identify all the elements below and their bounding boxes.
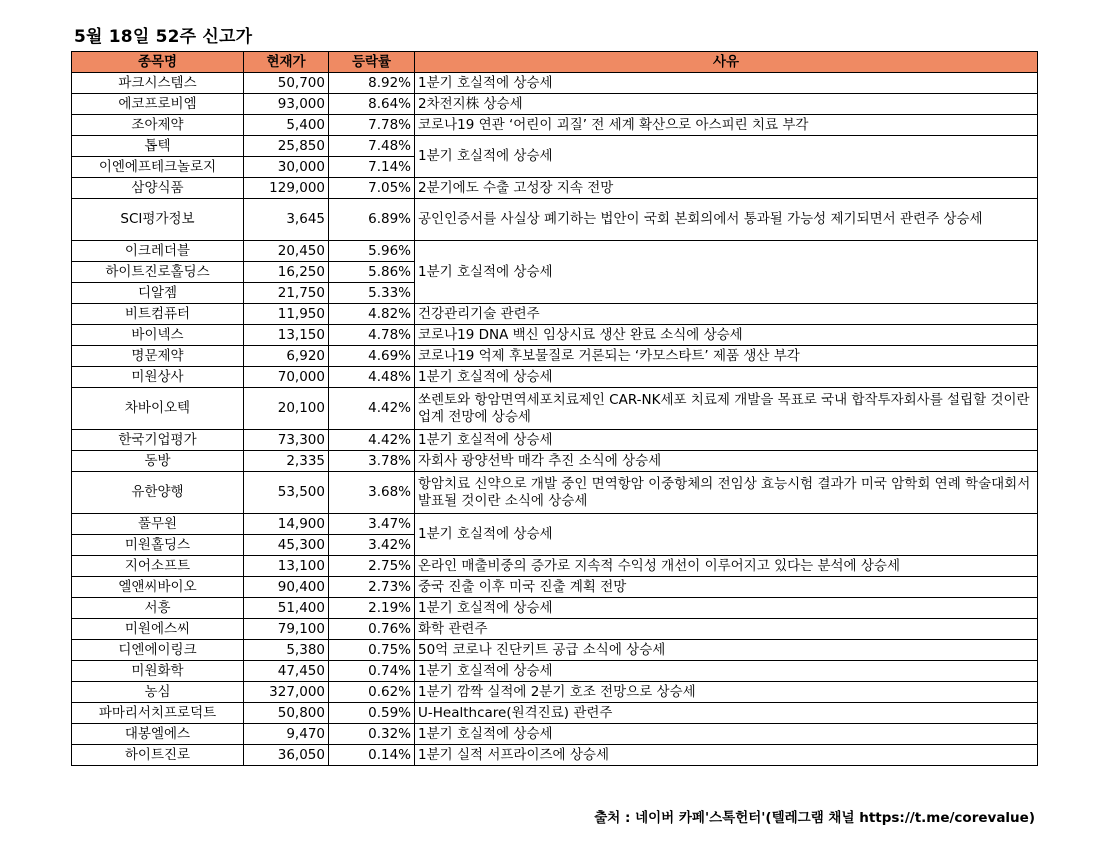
reason-cell: 2차전지株 상승세 bbox=[415, 94, 1038, 115]
stock-name-cell: 하이트진로 bbox=[72, 745, 244, 766]
table-row bbox=[72, 136, 1038, 157]
change-rate-cell: 0.75% bbox=[329, 640, 415, 661]
reason-cell: 1분기 호실적에 상승세 bbox=[415, 661, 1038, 682]
price-cell: 6,920 bbox=[244, 346, 329, 367]
table-row bbox=[72, 640, 1038, 661]
page-title: 5월 18일 52주 신고가 bbox=[74, 27, 253, 47]
table-row bbox=[72, 556, 1038, 577]
reason-cell: 1분기 호실적에 상승세 bbox=[415, 724, 1038, 745]
stock-name-cell: 파크시스템스 bbox=[72, 73, 244, 94]
change-rate-cell: 7.48% bbox=[329, 136, 415, 157]
table-row bbox=[72, 703, 1038, 724]
change-rate-cell: 0.32% bbox=[329, 724, 415, 745]
price-cell: 30,000 bbox=[244, 157, 329, 178]
price-cell: 9,470 bbox=[244, 724, 329, 745]
price-cell: 11,950 bbox=[244, 304, 329, 325]
stock-name-cell: 삼양식품 bbox=[72, 178, 244, 199]
stock-name-cell: 대봉엘에스 bbox=[72, 724, 244, 745]
table-row bbox=[72, 115, 1038, 136]
price-cell: 25,850 bbox=[244, 136, 329, 157]
change-rate-cell: 0.74% bbox=[329, 661, 415, 682]
change-rate-cell: 3.78% bbox=[329, 451, 415, 472]
reason-cell: 1분기 호실적에 상승세 bbox=[415, 136, 1038, 178]
price-cell: 47,450 bbox=[244, 661, 329, 682]
table-row bbox=[72, 325, 1038, 346]
stock-name-cell: 엘앤씨바이오 bbox=[72, 577, 244, 598]
change-rate-cell: 8.92% bbox=[329, 73, 415, 94]
reason-cell: U-Healthcare(원격진료) 관련주 bbox=[415, 703, 1038, 724]
table-row bbox=[72, 577, 1038, 598]
reason-cell: 1분기 호실적에 상승세 bbox=[415, 241, 1038, 304]
price-cell: 50,700 bbox=[244, 73, 329, 94]
change-rate-cell: 8.64% bbox=[329, 94, 415, 115]
stock-name-cell: 농심 bbox=[72, 682, 244, 703]
price-cell: 73,300 bbox=[244, 430, 329, 451]
stock-name-cell: SCI평가정보 bbox=[72, 199, 244, 241]
stock-name-cell: 이엔에프테크놀로지 bbox=[72, 157, 244, 178]
reason-cell: 공인인증서를 사실상 폐기하는 법안이 국회 본회의에서 통과될 가능성 제기되면서 관련주 상승세 bbox=[415, 199, 1038, 241]
change-rate-cell: 3.68% bbox=[329, 472, 415, 514]
reason-cell: 건강관리기술 관련주 bbox=[415, 304, 1038, 325]
table-row bbox=[72, 346, 1038, 367]
price-cell: 20,100 bbox=[244, 388, 329, 430]
stock-name-cell: 에코프로비엠 bbox=[72, 94, 244, 115]
price-cell: 14,900 bbox=[244, 514, 329, 535]
change-rate-cell: 3.47% bbox=[329, 514, 415, 535]
change-rate-cell: 0.14% bbox=[329, 745, 415, 766]
reason-cell: 코로나19 억제 후보물질로 거론되는 ‘카모스타트’ 제품 생산 부각 bbox=[415, 346, 1038, 367]
price-cell: 5,380 bbox=[244, 640, 329, 661]
stock-name-cell: 미원에스씨 bbox=[72, 619, 244, 640]
reason-cell: 코로나19 DNA 백신 임상시료 생산 완료 소식에 상승세 bbox=[415, 325, 1038, 346]
change-rate-cell: 5.86% bbox=[329, 262, 415, 283]
stock-name-cell: 이크레더블 bbox=[72, 241, 244, 262]
reason-cell: 쏘렌토와 항암면역세포치료제인 CAR-NK세포 치료제 개발을 목표로 국내 합작투자회사를 설립할 것이란 업계 전망에 상승세 bbox=[415, 388, 1038, 430]
price-cell: 90,400 bbox=[244, 577, 329, 598]
stock-name-cell: 지어소프트 bbox=[72, 556, 244, 577]
change-rate-cell: 4.78% bbox=[329, 325, 415, 346]
table-row bbox=[72, 451, 1038, 472]
reason-cell: 1분기 호실적에 상승세 bbox=[415, 514, 1038, 556]
reason-cell: 화학 관련주 bbox=[415, 619, 1038, 640]
stock-name-cell: 디알젬 bbox=[72, 283, 244, 304]
reason-cell: 1분기 호실적에 상승세 bbox=[415, 430, 1038, 451]
price-cell: 16,250 bbox=[244, 262, 329, 283]
table-row bbox=[72, 430, 1038, 451]
stock-name-cell: 서흥 bbox=[72, 598, 244, 619]
reason-cell: 1분기 깜짝 실적에 2분기 호조 전망으로 상승세 bbox=[415, 682, 1038, 703]
source-note: 출처 : 네이버 카페'스톡헌터'(텔레그램 채널 https://t.me/corevalue) bbox=[594, 810, 1035, 826]
price-cell: 129,000 bbox=[244, 178, 329, 199]
table-row bbox=[72, 682, 1038, 703]
stock-name-cell: 톱텍 bbox=[72, 136, 244, 157]
stock-name-cell: 비트컴퓨터 bbox=[72, 304, 244, 325]
change-rate-cell: 3.42% bbox=[329, 535, 415, 556]
change-rate-cell: 0.76% bbox=[329, 619, 415, 640]
table-row bbox=[72, 472, 1038, 514]
price-cell: 13,100 bbox=[244, 556, 329, 577]
change-rate-cell: 6.89% bbox=[329, 199, 415, 241]
change-rate-cell: 4.48% bbox=[329, 367, 415, 388]
change-rate-cell: 4.82% bbox=[329, 304, 415, 325]
change-rate-cell: 7.78% bbox=[329, 115, 415, 136]
reason-cell: 자회사 광양선박 매각 추진 소식에 상승세 bbox=[415, 451, 1038, 472]
stock-name-cell: 하이트진로홀딩스 bbox=[72, 262, 244, 283]
reason-cell: 2분기에도 수출 고성장 지속 전망 bbox=[415, 178, 1038, 199]
table-row bbox=[72, 514, 1038, 535]
change-rate-cell: 2.75% bbox=[329, 556, 415, 577]
change-rate-cell: 7.14% bbox=[329, 157, 415, 178]
stock-name-cell: 미원상사 bbox=[72, 367, 244, 388]
change-rate-cell: 5.96% bbox=[329, 241, 415, 262]
reason-cell: 1분기 호실적에 상승세 bbox=[415, 598, 1038, 619]
reason-cell: 1분기 실적 서프라이즈에 상승세 bbox=[415, 745, 1038, 766]
table-row bbox=[72, 367, 1038, 388]
change-rate-cell: 2.73% bbox=[329, 577, 415, 598]
change-rate-cell: 4.69% bbox=[329, 346, 415, 367]
price-cell: 53,500 bbox=[244, 472, 329, 514]
table-row bbox=[72, 388, 1038, 430]
reason-cell: 코로나19 연관 ‘어린이 괴질’ 전 세계 확산으로 아스피린 치료 부각 bbox=[415, 115, 1038, 136]
change-rate-cell: 2.19% bbox=[329, 598, 415, 619]
table-row bbox=[72, 598, 1038, 619]
table-row bbox=[72, 724, 1038, 745]
table-row bbox=[72, 619, 1038, 640]
stock-name-cell: 풀무원 bbox=[72, 514, 244, 535]
table-row bbox=[72, 73, 1038, 94]
change-rate-cell: 7.05% bbox=[329, 178, 415, 199]
header-name: 종목명 bbox=[72, 52, 244, 73]
price-cell: 93,000 bbox=[244, 94, 329, 115]
table-row bbox=[72, 661, 1038, 682]
change-rate-cell: 4.42% bbox=[329, 430, 415, 451]
stock-name-cell: 바이넥스 bbox=[72, 325, 244, 346]
table-row bbox=[72, 178, 1038, 199]
change-rate-cell: 5.33% bbox=[329, 283, 415, 304]
stock-name-cell: 디엔에이링크 bbox=[72, 640, 244, 661]
price-cell: 21,750 bbox=[244, 283, 329, 304]
price-cell: 3,645 bbox=[244, 199, 329, 241]
change-rate-cell: 0.59% bbox=[329, 703, 415, 724]
stock-name-cell: 유한양행 bbox=[72, 472, 244, 514]
stock-name-cell: 차바이오텍 bbox=[72, 388, 244, 430]
change-rate-cell: 0.62% bbox=[329, 682, 415, 703]
stock-name-cell: 명문제약 bbox=[72, 346, 244, 367]
price-cell: 70,000 bbox=[244, 367, 329, 388]
stock-name-cell: 미원화학 bbox=[72, 661, 244, 682]
price-cell: 36,050 bbox=[244, 745, 329, 766]
table-row bbox=[72, 745, 1038, 766]
change-rate-cell: 4.42% bbox=[329, 388, 415, 430]
stock-name-cell: 동방 bbox=[72, 451, 244, 472]
table-row bbox=[72, 199, 1038, 241]
reason-cell: 1분기 호실적에 상승세 bbox=[415, 367, 1038, 388]
stock-name-cell: 조아제약 bbox=[72, 115, 244, 136]
reason-cell: 항암치료 신약으로 개발 중인 면역항암 이중항체의 전임상 효능시험 결과가 미국 암학회 연례 학술대회서 발표될 것이란 소식에 상승세 bbox=[415, 472, 1038, 514]
reason-cell: 중국 진출 이후 미국 진출 계획 전망 bbox=[415, 577, 1038, 598]
price-cell: 327,000 bbox=[244, 682, 329, 703]
reason-cell: 온라인 매출비중의 증가로 지속적 수익성 개선이 이루어지고 있다는 분석에 상승세 bbox=[415, 556, 1038, 577]
stock-name-cell: 미원홀딩스 bbox=[72, 535, 244, 556]
price-cell: 20,450 bbox=[244, 241, 329, 262]
stock-name-cell: 파마리서치프로덕트 bbox=[72, 703, 244, 724]
new-high-table bbox=[71, 51, 1038, 766]
price-cell: 2,335 bbox=[244, 451, 329, 472]
price-cell: 79,100 bbox=[244, 619, 329, 640]
table-header-row bbox=[72, 52, 1038, 73]
reason-cell: 1분기 호실적에 상승세 bbox=[415, 73, 1038, 94]
header-reason: 사유 bbox=[415, 52, 1038, 73]
table-row bbox=[72, 241, 1038, 262]
price-cell: 51,400 bbox=[244, 598, 329, 619]
price-cell: 5,400 bbox=[244, 115, 329, 136]
price-cell: 13,150 bbox=[244, 325, 329, 346]
table-body bbox=[72, 73, 1038, 766]
reason-cell: 50억 코로나 진단키트 공급 소식에 상승세 bbox=[415, 640, 1038, 661]
header-price: 현재가 bbox=[244, 52, 329, 73]
price-cell: 50,800 bbox=[244, 703, 329, 724]
stock-name-cell: 한국기업평가 bbox=[72, 430, 244, 451]
table-row bbox=[72, 304, 1038, 325]
price-cell: 45,300 bbox=[244, 535, 329, 556]
header-change: 등락률 bbox=[329, 52, 415, 73]
table-row bbox=[72, 94, 1038, 115]
